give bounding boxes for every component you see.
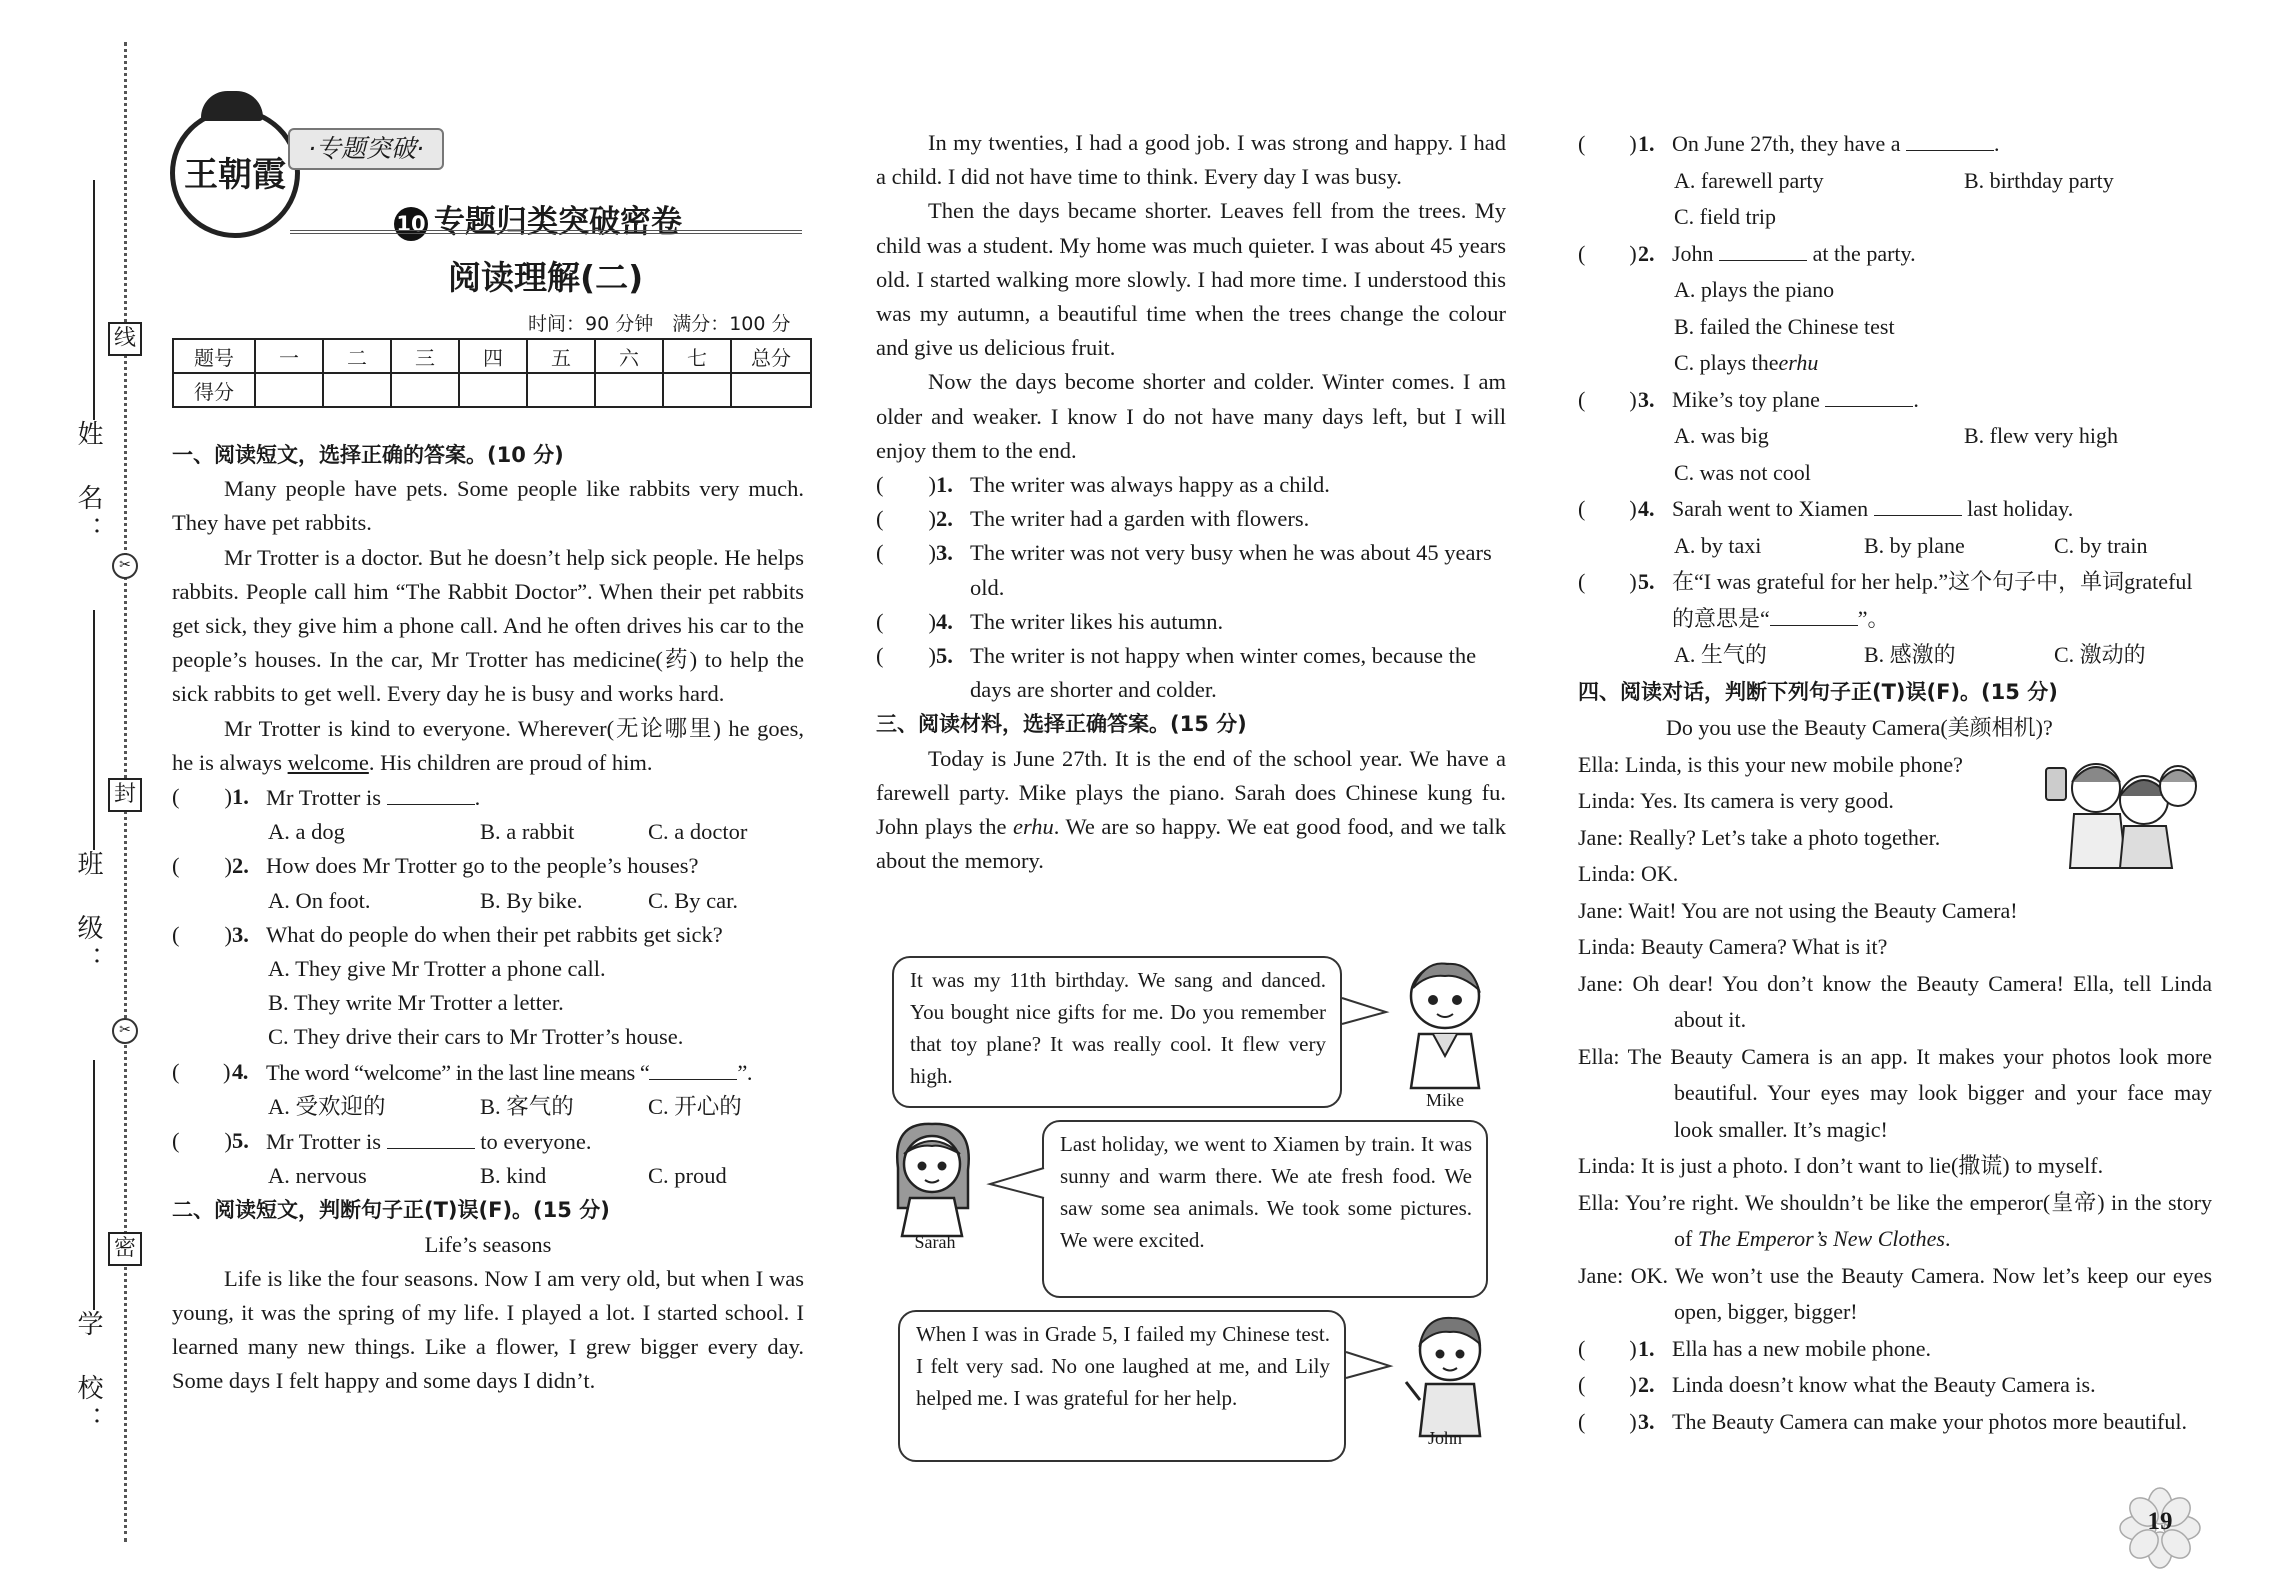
topic-badge: ·专题突破· <box>288 128 444 170</box>
score-input-cell[interactable] <box>527 373 595 407</box>
option: B. They write Mr Trotter a letter. <box>268 990 564 1016</box>
speaker-name: Mike <box>1426 1090 1464 1110</box>
dialogue-text: Linda, is this your new mobile phone? <box>1625 751 1963 777</box>
speech-bubble-john: When I was in Grade 5, I failed my Chinese test. I felt very sad. No one laughed at me, and Lily helped me. I was grateful for her help. <box>898 1310 1346 1462</box>
speaker-label: Ella: <box>1578 751 1620 777</box>
speaker-label: Jane: <box>1578 824 1624 850</box>
options-row: A. was big B. flew very high <box>1674 423 2118 448</box>
dialogue <box>1578 893 2212 1331</box>
score-cell: 得分 <box>173 373 255 407</box>
girl-illustration <box>882 1118 982 1238</box>
passage-paragraph: Today is June 27th. It is the end of the school year. We have a farewell party. Mike plays the piano. Sarah does Chinese kung fu. John plays the erhu. We are so happy. We eat good food, and we talk about the memory. <box>876 745 1506 874</box>
speaker-label: Linda: <box>1578 861 1636 886</box>
score-cell: 二 <box>323 339 391 373</box>
passage-paragraph: Many people have pets. Some people like rabbits very much. They have pet rabbits. <box>172 476 804 536</box>
bubble-tail <box>1330 990 1390 1040</box>
dialogue-text: Really? Let’s take a photo together. <box>1628 824 1941 850</box>
answer-blank[interactable] <box>1770 601 1858 626</box>
answer-blank[interactable] <box>649 1055 737 1080</box>
question: ( ) 1. On June 27th, they have a . <box>1578 126 2212 163</box>
dialogue-line <box>1578 1185 2212 1258</box>
scissors-icon: ✂ <box>112 1018 138 1044</box>
score-input-cell[interactable] <box>323 373 391 407</box>
score-cell: 七 <box>663 339 731 373</box>
answer-blank[interactable] <box>387 780 475 805</box>
dialogue-text: Beauty Camera? What is it? <box>1640 934 1888 959</box>
score-table-score-row <box>173 373 811 407</box>
dialogue-text: Yes. Its camera is very good. <box>1640 788 1894 813</box>
option: C. field trip <box>1674 204 1777 229</box>
question: ( ) 2. How does Mr Trotter go to the people’s houses? <box>172 853 699 879</box>
section-heading: 三、阅读材料，选择正确答案。(15 分) <box>876 712 1247 737</box>
speaker-label: Jane: <box>1578 1262 1624 1288</box>
option: B. failed the Chinese test <box>1674 313 1895 339</box>
option: C. was not cool <box>1674 459 1811 485</box>
boy-illustration <box>1400 1310 1500 1440</box>
speaker-label: Ella: <box>1578 1043 1620 1069</box>
options-row: A. 生气的 B. 感激的 C. 激动的 <box>1674 642 2146 667</box>
tf-question: ( ) 5. The writer is not happy when winter comes, because the days are shorter and colder. <box>876 643 1477 703</box>
page-number: 19 <box>2118 1486 2202 1570</box>
option: A. They give Mr Trotter a phone call. <box>268 956 606 982</box>
speaker-label: Linda: <box>1578 788 1636 813</box>
dialogue-text: Wait! You are not using the Beauty Camera! <box>1628 897 2018 923</box>
options-row: A. nervous B. kind C. proud <box>268 1163 727 1189</box>
options-row: A. a dog B. a rabbit C. a doctor <box>268 819 748 845</box>
section-heading: 四、阅读对话，判断下列句子正(T)误(F)。(15 分) <box>1578 679 2058 704</box>
paper-subtitle: 阅读理解(二) <box>448 258 644 297</box>
answer-blank[interactable] <box>1719 236 1807 261</box>
question: ( ) 5. 在“I was grateful for her help.”这个句子中，单词grateful的意思是“ ”。 <box>1578 569 2193 631</box>
score-input-cell[interactable] <box>731 373 811 407</box>
paper-title <box>394 196 682 241</box>
section-heading: 二、阅读短文，判断句子正(T)误(F)。(15 分) <box>172 1198 610 1223</box>
name-blank <box>93 180 95 420</box>
question: ( ) 2. John at the party. <box>1578 236 2212 273</box>
dialogue-text: It is just a photo. I don’t want to lie(撒谎) to myself. <box>1640 1153 2104 1178</box>
class-blank <box>93 610 95 850</box>
speech-bubble-sarah: Last holiday, we went to Xiamen by train. It was sunny and warm there. We ate fresh food. We saw some sea animals. We took some pictures. We were excited. <box>1042 1120 1488 1298</box>
girls-selfie-illustration <box>2040 752 2200 870</box>
options-row: A. by taxi B. by plane C. by train <box>1674 532 2148 558</box>
option: C. plays the erhu <box>1674 350 1819 375</box>
options-row: A. farewell party B. birthday party <box>1674 167 2114 193</box>
question: ( ) 3. What do people do when their pet rabbits get sick? <box>172 921 723 947</box>
passage-paragraph: Mr Trotter is kind to everyone. Wherever(无论哪里) he goes, he is always welcome. His children are proud of him. <box>172 715 804 775</box>
option: A. plays the piano <box>1674 277 1835 302</box>
score-cell: 三 <box>391 339 459 373</box>
scissors-icon: ✂ <box>112 553 138 579</box>
boy-illustration <box>1395 956 1495 1096</box>
dialogue-text: OK. We won’t use the Beauty Camera. Now let’s keep our eyes open, bigger, bigger! <box>1630 1262 2213 1324</box>
speaker-name: John <box>1427 1428 1462 1448</box>
tf-question: ( ) 3. The writer was not very busy when he was about 45 years old. <box>876 540 1492 600</box>
score-cell: 四 <box>459 339 527 373</box>
score-cell: 总分 <box>731 339 811 373</box>
tf-question: ( ) 3. The Beauty Camera can make your photos more beautiful. <box>1578 1408 2187 1434</box>
answer-blank[interactable] <box>387 1124 475 1149</box>
logo-text: 王朝霞 <box>184 155 286 195</box>
question: ( ) 4. The word “welcome” in the last line means “ ”. <box>172 1055 804 1090</box>
answer-blank[interactable] <box>1825 382 1913 407</box>
school-blank <box>93 1060 95 1310</box>
paper-number: 10 <box>394 207 428 241</box>
score-input-cell[interactable] <box>459 373 527 407</box>
name-label: 姓 名： <box>74 420 103 548</box>
dialogue-text: Oh dear! You don’t know the Beauty Camera! Ella, tell Linda about it. <box>1632 970 2213 1032</box>
dialogue-line <box>1578 1258 2213 1331</box>
passage-paragraph: Mr Trotter is a doctor. But he doesn’t help sick people. He helps rabbits. People call him “The Rabbit Doctor”. When their pet rabbits get sick, they give him a phone call. And he often drives his car to the people’s houses. In the car, Mr Trotter has medicine(药) to help the sick rabbits to get well. Every day he is busy and works hard. <box>172 544 804 707</box>
speaker-label: Ella: <box>1578 1189 1620 1215</box>
column-middle <box>876 126 1506 878</box>
column-left <box>172 438 804 1399</box>
score-cell: 五 <box>527 339 595 373</box>
speaker-label: Linda: <box>1578 1153 1636 1178</box>
paper-title-text: 专题归类突破密卷 <box>434 204 682 240</box>
passage-paragraph: Then the days became shorter. Leaves fell from the trees. My child was a student. My home was much quieter. I was about 45 years old. I started walking more slowly. I had more time. I understood this was my autumn, a beautiful time when the trees change the colour and give us delicious fruit. <box>876 198 1506 361</box>
speaker-name: Sarah <box>914 1232 956 1252</box>
score-cell: 一 <box>255 339 323 373</box>
dialogue-line <box>1578 929 2212 966</box>
question: ( ) 4. Sarah went to Xiamen last holiday. <box>1578 491 2212 528</box>
dialogue-line <box>1578 1148 2212 1185</box>
passage-paragraph: Now the days become shorter and colder. Winter comes. I am older and weaker. I know I do not have many days left, but I will enjoy them to the end. <box>876 369 1506 463</box>
school-label: 学 校： <box>74 1310 103 1438</box>
dialogue-text: You’re right. We shouldn’t be like the emperor(皇帝) in the story of The Emperor’s New Clothes. <box>1625 1189 2212 1251</box>
dialogue-text: OK. <box>1640 861 1679 886</box>
cut-mark-seal: 封 <box>108 778 142 812</box>
speaker-label: Jane: <box>1578 897 1624 923</box>
dialogue-line <box>1578 1039 2212 1149</box>
section-heading: 一、阅读短文，选择正确的答案。(10 分) <box>172 443 564 467</box>
question: ( ) 1. Mr Trotter is . <box>172 780 804 815</box>
score-cell: 题号 <box>173 339 255 373</box>
speech-bubble-mike: It was my 11th birthday. We sang and danced. You bought nice gifts for me. Do you remember that toy plane? It was really cool. It flew very high. <box>892 956 1342 1108</box>
time-and-score: 时间：90 分钟 满分：100 分 <box>528 313 791 335</box>
options-row: A. 受欢迎的 B. 客气的 C. 开心的 <box>268 1093 742 1119</box>
score-input-cell[interactable] <box>255 373 323 407</box>
score-input-cell[interactable] <box>663 373 731 407</box>
question: ( ) 5. Mr Trotter is to everyone. <box>172 1124 804 1159</box>
class-label: 班 级： <box>74 850 103 978</box>
dialogue-line <box>1578 893 2212 930</box>
options-row: A. On foot. B. By bike. C. By car. <box>268 887 738 913</box>
score-table <box>172 338 812 408</box>
score-input-cell[interactable] <box>595 373 663 407</box>
tf-question: ( ) 2. The writer had a garden with flowers. <box>876 506 1310 532</box>
brand-logo <box>170 108 300 238</box>
answer-blank[interactable] <box>1874 491 1962 516</box>
speaker-label: Linda: <box>1578 934 1636 959</box>
title-rule <box>290 230 802 234</box>
passage-title: Life’s seasons <box>424 1231 552 1257</box>
passage-paragraph: Life is like the four seasons. Now I am very old, but when I was young, it was the spring of my life. I played a lot. I started school. I learned many new things. Like a flower, I grew bigger every day. Some days I felt happy and some days I didn’t. <box>172 1265 804 1394</box>
cut-mark-secret: 密 <box>108 1232 142 1266</box>
cut-mark-line: 线 <box>108 322 142 356</box>
score-table-header-row <box>173 339 811 373</box>
score-cell: 六 <box>595 339 663 373</box>
phone-icon <box>2046 768 2066 800</box>
crown-icon <box>201 91 263 121</box>
dialogue-line <box>1578 966 2213 1039</box>
tf-question: ( ) 1. Ella has a new mobile phone. <box>1578 1335 1932 1361</box>
dialogue-title: Do you use the Beauty Camera(美颜相机)? <box>1666 715 2053 740</box>
speaker-label: Jane: <box>1578 970 1624 996</box>
option: C. They drive their cars to Mr Trotter’s house. <box>268 1024 684 1050</box>
answer-blank[interactable] <box>1906 126 1994 151</box>
tf-question: ( ) 1. The writer was always happy as a child. <box>876 472 1330 498</box>
tf-question: ( ) 2. Linda doesn’t know what the Beauty Camera is. <box>1578 1372 2096 1397</box>
tf-question: ( ) 4. The writer likes his autumn. <box>876 608 1224 634</box>
bubble-tail <box>986 1160 1046 1210</box>
bubble-tail <box>1334 1344 1394 1394</box>
question: ( ) 3. Mike’s toy plane . <box>1578 382 2212 419</box>
passage-paragraph: In my twenties, I had a good job. I was strong and happy. I had a child. I did not have time to think. Every day I was busy. <box>876 130 1506 190</box>
dialogue-text: The Beauty Camera is an app. It makes your photos look more beautiful. Your eyes may look bigger and your face may look smaller. It’s magic! <box>1627 1043 2212 1142</box>
score-input-cell[interactable] <box>391 373 459 407</box>
